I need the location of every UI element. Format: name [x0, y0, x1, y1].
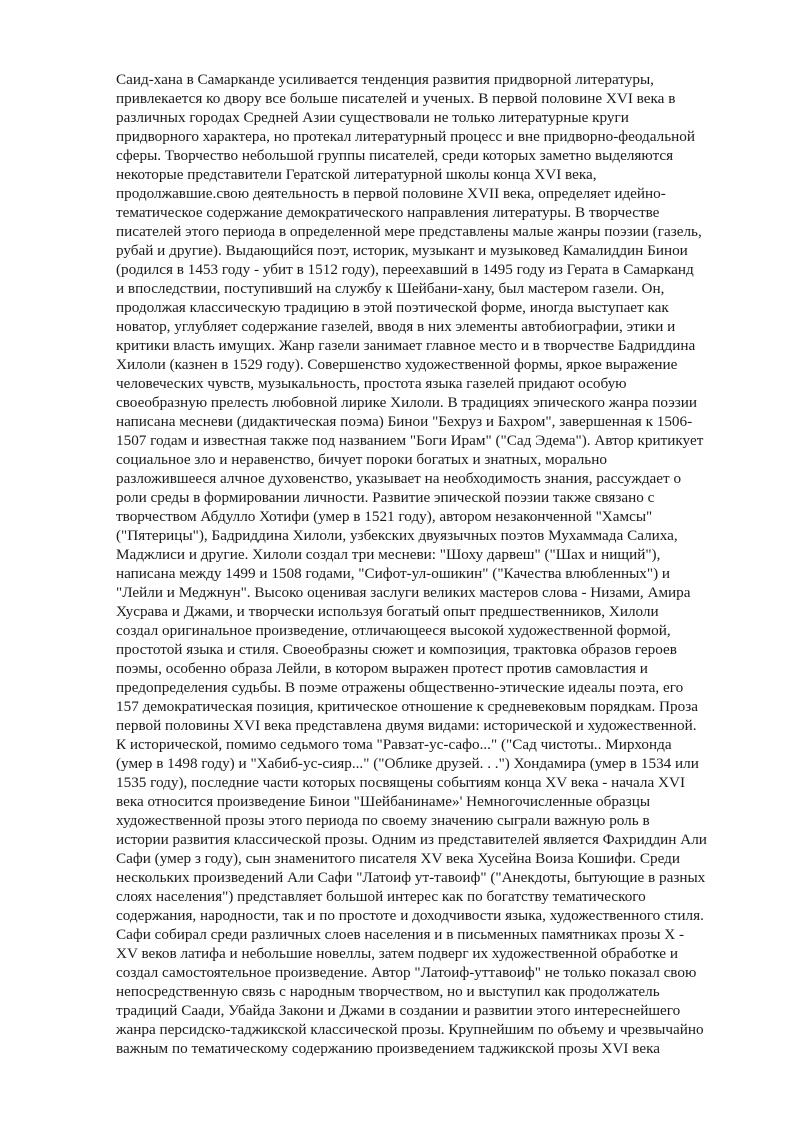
text-line: художественной прозы этого периода по своему значению сыграли важную роль в — [116, 812, 650, 829]
text-line: простотой языка и стиля. Своеобразны сюжет и композиция, трактовка образов героев — [116, 641, 677, 658]
text-line: критики власть имущих. Жанр газели занимает главное место и в творчестве Бадриддина — [116, 337, 696, 354]
text-line: (умер в 1498 году) и "Хабиб-ус-сияр..." ("Облике друзей. . .") Хондамира (умер в 1534 или — [116, 755, 699, 772]
text-line: сферы. Творчество небольшой группы писателей, среди которых заметно выделяются — [116, 147, 674, 164]
text-line: создал оригинальное произведение, отличающееся высокой художественной формой, — [116, 622, 671, 639]
text-line: человеческих чувств, музыкальность, простота языка газелей придают особую — [116, 375, 627, 392]
text-line: первой половины XVI века представлена двумя видами: исторической и художественной. — [116, 717, 697, 734]
text-line: творчеством Абдулло Хотифи (умер в 1521 году), автором незаконченной "Хамсы" — [116, 508, 653, 525]
text-line: важным по тематическому содержанию произведением таджикской прозы XVI века — [116, 1040, 660, 1057]
text-line: новатор, углубляет содержание газелей, вводя в них элементы автобиографии, этики и — [116, 318, 676, 335]
text-line: Сафи собирал среди различных слоев населения и в письменных памятниках прозы X - — [116, 926, 685, 943]
text-line: 157 демократическая позиция, критическое отношение к средневековым порядкам. Проза — [116, 698, 698, 715]
text-line: и впоследствии, поступивший на службу к Шейбани-хану, был мастером газели. Он, — [116, 280, 665, 297]
text-line: содержания, народности, так и по простоте и доходчивости языка, художественного стиля. — [116, 907, 704, 924]
text-line: традиций Саади, Убайда Закони и Джами в создании и развитии этого интереснейшего — [116, 1002, 681, 1019]
text-line: века относится произведение Бинои "Шейбанинаме»' Немногочисленные образцы — [116, 793, 651, 810]
text-line: Маджлиси и другие. Хилоли создал три месневи: "Шоху дарвеш" ("Шах и нищий"), — [116, 546, 661, 563]
document-page — [116, 70, 748, 1058]
text-line: непосредственную связь с народным творчеством, но и выступил как продолжатель — [116, 983, 660, 1000]
text-line: XV веков латифа и небольшие новеллы, затем подверг их художественной обработке и — [116, 945, 678, 962]
text-line: рубай и другие). Выдающийся поэт, историк, музыкант и музыковед Камалиддин Бинои — [116, 242, 688, 259]
text-line: (родился в 1453 году - убит в 1512 году), переехавший в 1495 году из Герата в Самарканд — [116, 261, 694, 278]
text-line: Хусрава и Джами, и творчески используя богатый опыт предшественников, Хилоли — [116, 603, 659, 620]
text-line: Сафи (умер з году), сын знаменитого писателя XV века Хусейна Воиза Кошифи. Среди — [116, 850, 681, 867]
text-line: Саид-хана в Самарканде усиливается тенденция развития придворной литературы, — [116, 71, 654, 88]
text-line: "Лейли и Меджнун". Высоко оценивая заслуги великих мастеров слова - Низами, Амира — [116, 584, 691, 601]
body-text — [116, 70, 748, 1058]
text-line: продолжая классическую традицию в этой поэтической форме, иногда выступает как — [116, 299, 669, 316]
text-line: нескольких произведений Али Сафи "Латоиф ут-тавоиф" ("Анекдоты, бытующие в разных — [116, 869, 706, 886]
text-line: 1507 годам и известная также под названием "Боги Ирам" ("Сад Эдема"). Автор критикует — [116, 432, 704, 449]
text-line: создал самостоятельное произведение. Автор "Латоиф-уттавоиф" не только показал свою — [116, 964, 697, 981]
text-line: ("Пятерицы"), Бадриддина Хилоли, узбекских двуязычных поэтов Мухаммада Салиха, — [116, 527, 678, 544]
text-line: слоях населения") представляет большой интерес как по богатству тематического — [116, 888, 646, 905]
text-line: некоторые представители Гератской литературной школы конца XVI века, — [116, 166, 597, 183]
text-line: своеобразную прелесть любовной лирике Хилоли. В традициях эпического жанра поэзии — [116, 394, 697, 411]
text-line: разложившееся алчное духовенство, указывает на необходимость знания, рассуждает о — [116, 470, 682, 487]
text-line: тематическое содержание демократического направления литературы. В творчестве — [116, 204, 660, 221]
text-line: писателей этого периода в определенной мере представлены малые жанры поэзии (газель, — [116, 223, 702, 240]
text-line: различных городах Средней Азии существовали не только литературные круги — [116, 109, 629, 126]
text-line: 1535 году), последние части которых посвящены событиям конца XV века - начала XVI — [116, 774, 686, 791]
text-line: поэмы, особенно образа Лейли, в котором выражен протест против самовластия и — [116, 660, 648, 677]
text-line: написана месневи (дидактическая поэма) Бинои "Бехруз и Бахром", завершенная к 1506- — [116, 413, 693, 430]
text-line: К исторической, помимо седьмого тома "Равзат-ус-сафо..." ("Сад чистоты.. Мирхонда — [116, 736, 672, 753]
text-line: продолжавшие.свою деятельность в первой половине XVII века, определяет идейно- — [116, 185, 666, 202]
text-line: привлекается ко двору все больше писателей и ученых. В первой половине XVI века в — [116, 90, 676, 107]
text-line: социальное зло и неравенство, бичует пороки богатых и знатных, морально — [116, 451, 607, 468]
text-line: предопределения судьбы. В поэме отражены общественно-этические идеалы поэта, его — [116, 679, 684, 696]
text-line: истории развития классической прозы. Одним из представителей является Фахриддин Али — [116, 831, 707, 848]
text-line: Хилоли (казнен в 1529 году). Совершенство художественной формы, яркое выражение — [116, 356, 678, 373]
text-line: жанра персидско-таджикской классической прозы. Крупнейшим по объему и чрезвычайно — [116, 1021, 704, 1038]
text-line: придворного характера, но протекал литературный процесс и вне придворно-феодальной — [116, 128, 695, 145]
text-line: написана между 1499 и 1508 годами, "Сифот-ул-ошикин" ("Качества влюбленных") и — [116, 565, 671, 582]
text-line: роли среды в формировании личности. Развитие эпической поэзии также связано с — [116, 489, 655, 506]
